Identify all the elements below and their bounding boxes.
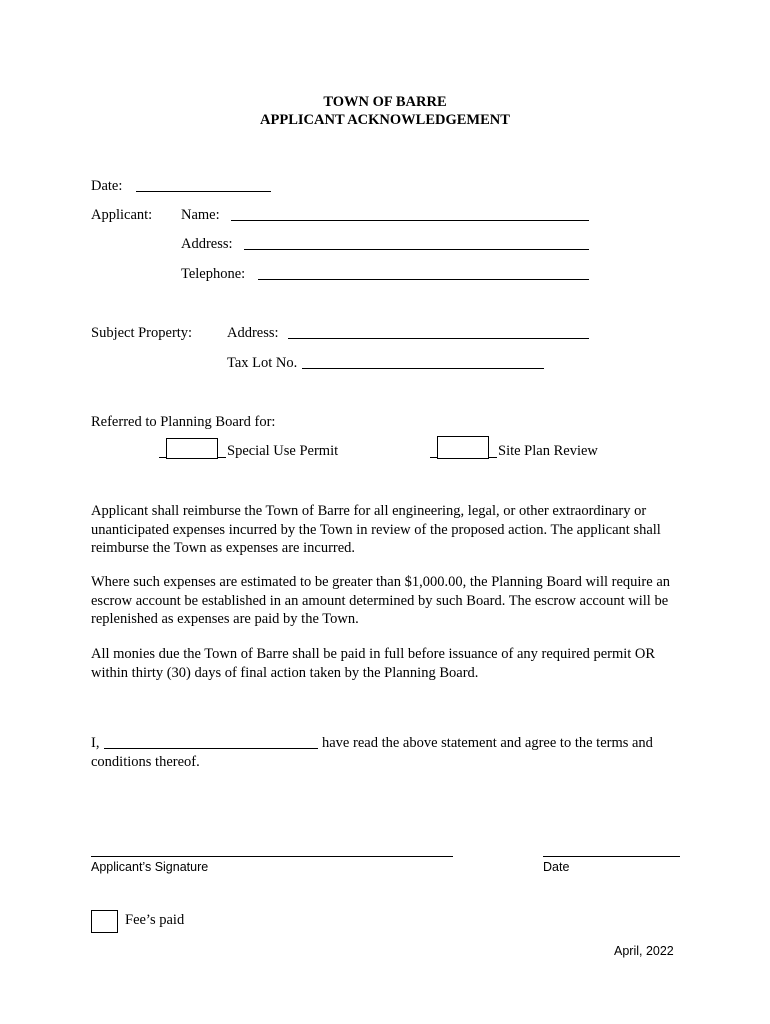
fees-paid-checkbox[interactable] bbox=[91, 910, 118, 933]
address-label: Address: bbox=[181, 236, 233, 252]
payment-paragraph: All monies due the Town of Barre shall be paid in full before issuance of any required permit OR within thirty (30) days of final action taken by the Planning Board. bbox=[91, 646, 656, 681]
revision-date: April, 2022 bbox=[614, 944, 674, 958]
special-use-permit-label: Special Use Permit bbox=[227, 443, 339, 459]
escrow-paragraph: Where such expenses are estimated to be greater than $1,000.00, the Planning Board will require an escrow account be established in an amount determined by such Board. The escrow account will be replenished as expenses are paid by the Town. bbox=[91, 574, 671, 627]
statement-prefix: I, bbox=[91, 735, 100, 751]
document-subtitle: APPLICANT ACKNOWLEDGEMENT bbox=[260, 112, 510, 128]
referral-label: Referred to Planning Board for: bbox=[91, 414, 276, 430]
signature-date-field[interactable] bbox=[543, 856, 680, 857]
acknowledger-name-field[interactable] bbox=[104, 748, 318, 749]
statement-suffix: have read the above statement and agree to the terms and bbox=[322, 735, 653, 751]
telephone-label: Telephone: bbox=[181, 266, 246, 282]
applicant-label: Applicant: bbox=[91, 207, 153, 223]
applicant-signature-label: Applicant’s Signature bbox=[91, 860, 209, 874]
date-label: Date: bbox=[91, 178, 123, 194]
special-use-permit-checkbox[interactable] bbox=[166, 438, 218, 459]
name-field[interactable] bbox=[231, 220, 589, 221]
property-address-label: Address: bbox=[227, 325, 279, 341]
document-title: TOWN OF BARRE bbox=[323, 94, 447, 110]
statement-conclusion: conditions thereof. bbox=[91, 754, 200, 770]
tax-lot-label: Tax Lot No. bbox=[227, 355, 298, 371]
property-address-field[interactable] bbox=[288, 338, 589, 339]
applicant-signature-field[interactable] bbox=[91, 856, 453, 857]
date-field[interactable] bbox=[136, 191, 271, 192]
site-plan-review-checkbox[interactable] bbox=[437, 436, 489, 459]
signature-date-label: Date bbox=[543, 860, 570, 874]
fees-paid-label: Fee’s paid bbox=[125, 912, 185, 928]
tax-lot-field[interactable] bbox=[302, 368, 544, 369]
address-field[interactable] bbox=[244, 249, 589, 250]
site-plan-review-label: Site Plan Review bbox=[498, 443, 598, 459]
reimbursement-paragraph: Applicant shall reimburse the Town of Barre for all engineering, legal, or other extraordinary or unanticipated expenses incurred by the Town in review of the proposed action. The applicant shall reimburse the Town as expenses are incurred. bbox=[91, 503, 661, 556]
name-label: Name: bbox=[181, 207, 220, 223]
telephone-field[interactable] bbox=[258, 279, 589, 280]
subject-property-label: Subject Property: bbox=[91, 325, 193, 341]
